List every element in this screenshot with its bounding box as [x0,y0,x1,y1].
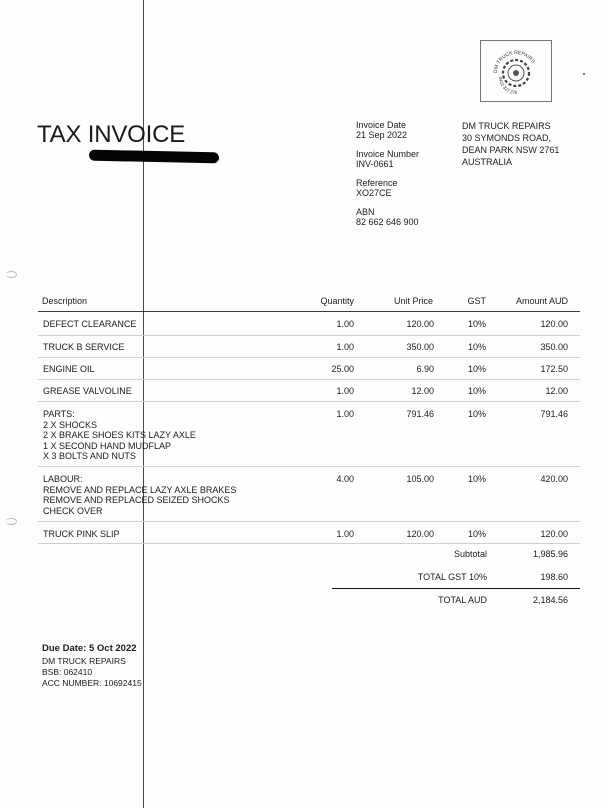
total-label: TOTAL AUD [438,595,487,605]
row-description-detail: 1 X SECOND HAND MUDFLAP [43,440,172,451]
company-name: DM TRUCK REPAIRS [462,121,551,131]
header-gst: GST [467,296,486,306]
row-gst: 10% [467,319,486,329]
row-amount: 350.00 [540,342,568,352]
row-amount: 12.00 [545,386,568,396]
row-unit-price: 791.46 [406,409,434,419]
row-quantity: 25.00 [331,364,354,374]
due-date: Due Date: 5 Oct 2022 [42,643,137,654]
row-unit-price: 350.00 [406,342,434,352]
abn-label: ABN [356,207,375,217]
invoice-date-label: Invoice Date [356,120,407,130]
punch-hole-mark [6,518,17,525]
total-rule [332,588,580,589]
payee-name: DM TRUCK REPAIRS [42,656,126,666]
total-value: 2,184.56 [532,595,568,605]
company-address [462,120,582,168]
payment-details [42,656,142,689]
row-description-detail: 2 X BRAKE SHOES KITS LAZY AXLE [43,430,196,440]
row-description: TRUCK B SERVICE [43,342,125,352]
header-quantity: Quantity [320,296,354,306]
company-logo [480,40,552,102]
row-divider [38,401,580,402]
row-quantity: 1.00 [336,409,354,419]
header-unit-price: Unit Price [393,296,433,306]
invoice-meta [356,120,446,236]
punch-hole-mark [6,271,17,278]
row-unit-price: 120.00 [406,319,434,329]
row-gst: 10% [467,364,486,374]
speck [583,73,585,75]
row-description-detail: CHECK OVER [43,505,103,516]
row-quantity: 1.00 [336,529,354,539]
row-description: TRUCK PINK SLIP [43,529,120,539]
address-line-2: DEAN PARK NSW 2761 [462,145,560,155]
row-quantity: 4.00 [336,474,354,484]
row-quantity: 1.00 [336,342,354,352]
row-divider [38,357,580,358]
account-number: ACC NUMBER: 10692415 [42,678,142,688]
reference: XO27CE [356,188,392,198]
row-gst: 10% [467,342,486,352]
gst-total-value: 198.60 [540,572,568,582]
subtotal-value: 1,985.96 [532,549,568,559]
header-amount: Amount AUD [515,296,568,306]
row-description-detail: 2 X SHOCKS [43,419,98,430]
invoice-date: 21 Sep 2022 [356,130,408,140]
row-divider [38,379,580,380]
invoice-number-label: Invoice Number [356,149,420,159]
bsb: BSB: 062410 [42,667,93,677]
row-divider [38,521,580,522]
row-divider [38,466,580,467]
abn: 82 662 646 900 [356,217,419,227]
row-amount: 420.00 [540,474,568,484]
svg-text:DM TRUCK REPAIRS [493,50,536,73]
row-description: GREASE VALVOLINE [43,386,132,396]
header-rule [38,311,580,312]
document-title: TAX INVOICE [37,121,186,148]
row-amount: 172.50 [540,364,568,374]
row-description: PARTS: [43,409,75,419]
gst-total-label: TOTAL GST 10% [417,572,487,582]
subtotal-label: Subtotal [453,549,487,559]
row-unit-price: 105.00 [406,474,434,484]
row-amount: 791.46 [540,409,568,419]
row-unit-price: 6.90 [416,364,434,374]
row-gst: 10% [467,474,486,484]
invoice-number: INV-0661 [356,159,394,169]
row-unit-price: 120.00 [406,529,434,539]
row-description-detail: X 3 BOLTS AND NUTS [43,451,136,461]
row-divider [38,543,580,544]
address-line-1: 30 SYMONDS ROAD, [462,133,552,143]
reference-label: Reference [356,178,398,188]
row-description-detail: REMOVE AND REPLACE LAZY AXLE BRAKES [43,484,237,495]
row-unit-price: 12.00 [411,386,434,396]
row-amount: 120.00 [540,529,568,539]
row-description: DEFECT CLEARANCE [43,319,137,329]
row-gst: 10% [467,529,486,539]
row-description: LABOUR: [43,474,83,484]
row-description: ENGINE OIL [43,364,95,374]
logo-text: DM TRUCK REPAIRS [492,49,536,74]
row-gst: 10% [467,409,486,419]
row-quantity: 1.00 [336,319,354,329]
row-amount: 120.00 [540,319,568,329]
address-country: AUSTRALIA [462,157,513,167]
header-description: Description [42,296,88,306]
redaction-mark [89,150,219,164]
row-divider [38,335,580,336]
row-gst: 10% [467,386,486,396]
row-quantity: 1.00 [336,386,354,396]
row-description-detail: REMOVE AND REPLACED SEIZED SHOCKS [43,495,230,505]
logo-phone: 0412 327 275 [497,76,518,96]
